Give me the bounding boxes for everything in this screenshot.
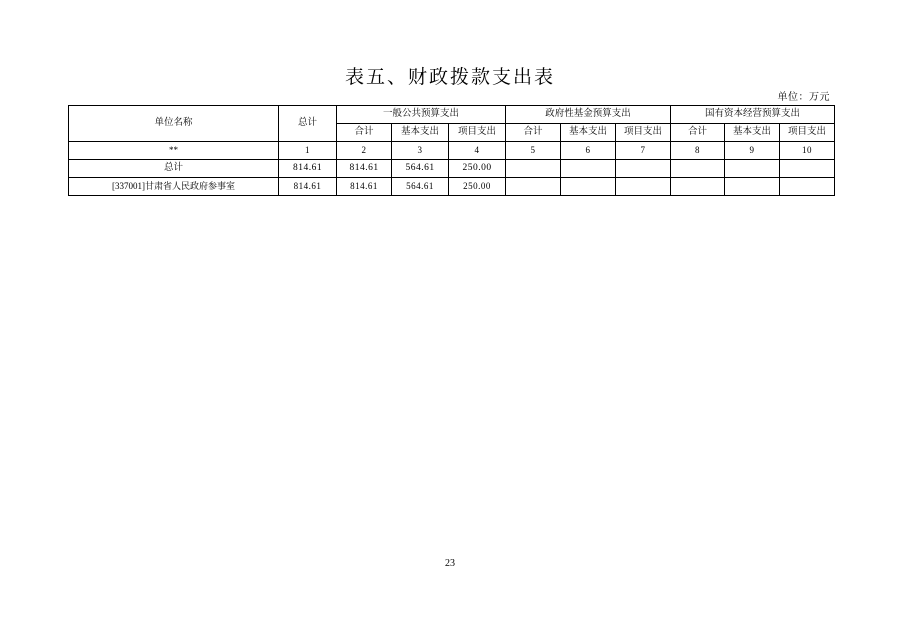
cell-unit-fund-project — [616, 178, 671, 196]
table-row — [69, 160, 835, 178]
header-group-state-capital-budget: 国有资本经营预算支出 — [671, 106, 835, 124]
page-title: 表五、财政拨款支出表 — [344, 67, 555, 88]
header-group-general-public-budget: 一般公共预算支出 — [337, 106, 506, 124]
cell-unit-capital-subtotal — [671, 178, 725, 196]
cell-total-total: 814.61 — [279, 160, 337, 178]
header-sub-fund-project: 项目支出 — [616, 124, 671, 142]
cell-total-capital-subtotal — [671, 160, 725, 178]
cell-total-capital-basic — [725, 160, 780, 178]
column-number-4: 4 — [449, 142, 506, 160]
column-number-3: 3 — [392, 142, 449, 160]
column-number-8: 8 — [671, 142, 725, 160]
budget-table-container — [68, 105, 834, 196]
column-number-6: 6 — [561, 142, 616, 160]
header-sub-capital-basic: 基本支出 — [725, 124, 780, 142]
column-numbers-label: ** — [69, 142, 279, 160]
header-unit-name: 单位名称 — [69, 106, 279, 142]
header-sub-general-project: 项目支出 — [449, 124, 506, 142]
cell-total-fund-basic — [561, 160, 616, 178]
cell-unit-fund-basic — [561, 178, 616, 196]
column-number-10: 10 — [780, 142, 835, 160]
cell-unit-general-subtotal: 814.61 — [337, 178, 392, 196]
column-number-7: 7 — [616, 142, 671, 160]
header-sub-fund-basic: 基本支出 — [561, 124, 616, 142]
cell-total-general-subtotal: 814.61 — [337, 160, 392, 178]
row-label-unit: [337001]甘肃省人民政府参事室 — [69, 178, 279, 196]
header-group-government-fund-budget: 政府性基金预算支出 — [506, 106, 671, 124]
page-number: 23 — [445, 558, 455, 569]
table-row — [69, 178, 835, 196]
cell-total-fund-subtotal — [506, 160, 561, 178]
header-sub-capital-subtotal: 合计 — [671, 124, 725, 142]
cell-total-general-basic: 564.61 — [392, 160, 449, 178]
cell-unit-general-basic: 564.61 — [392, 178, 449, 196]
unit-note: 单位：万元 — [777, 92, 830, 103]
cell-unit-total: 814.61 — [279, 178, 337, 196]
cell-unit-capital-project — [780, 178, 835, 196]
column-number-2: 2 — [337, 142, 392, 160]
header-total: 总计 — [279, 106, 337, 142]
cell-unit-capital-basic — [725, 178, 780, 196]
header-sub-fund-subtotal: 合计 — [506, 124, 561, 142]
row-label-total: 总计 — [69, 160, 279, 178]
table-header — [69, 106, 835, 142]
header-sub-general-basic: 基本支出 — [392, 124, 449, 142]
cell-total-capital-project — [780, 160, 835, 178]
cell-total-general-project: 250.00 — [449, 160, 506, 178]
header-row-groups — [69, 106, 835, 124]
header-sub-general-subtotal: 合计 — [337, 124, 392, 142]
financial-appropriation-table — [68, 105, 835, 196]
column-number-5: 5 — [506, 142, 561, 160]
header-sub-capital-project: 项目支出 — [780, 124, 835, 142]
table-body — [69, 142, 835, 196]
cell-total-fund-project — [616, 160, 671, 178]
table-row-column-numbers — [69, 142, 835, 160]
column-number-9: 9 — [725, 142, 780, 160]
cell-unit-general-project: 250.00 — [449, 178, 506, 196]
column-number-1: 1 — [279, 142, 337, 160]
cell-unit-fund-subtotal — [506, 178, 561, 196]
